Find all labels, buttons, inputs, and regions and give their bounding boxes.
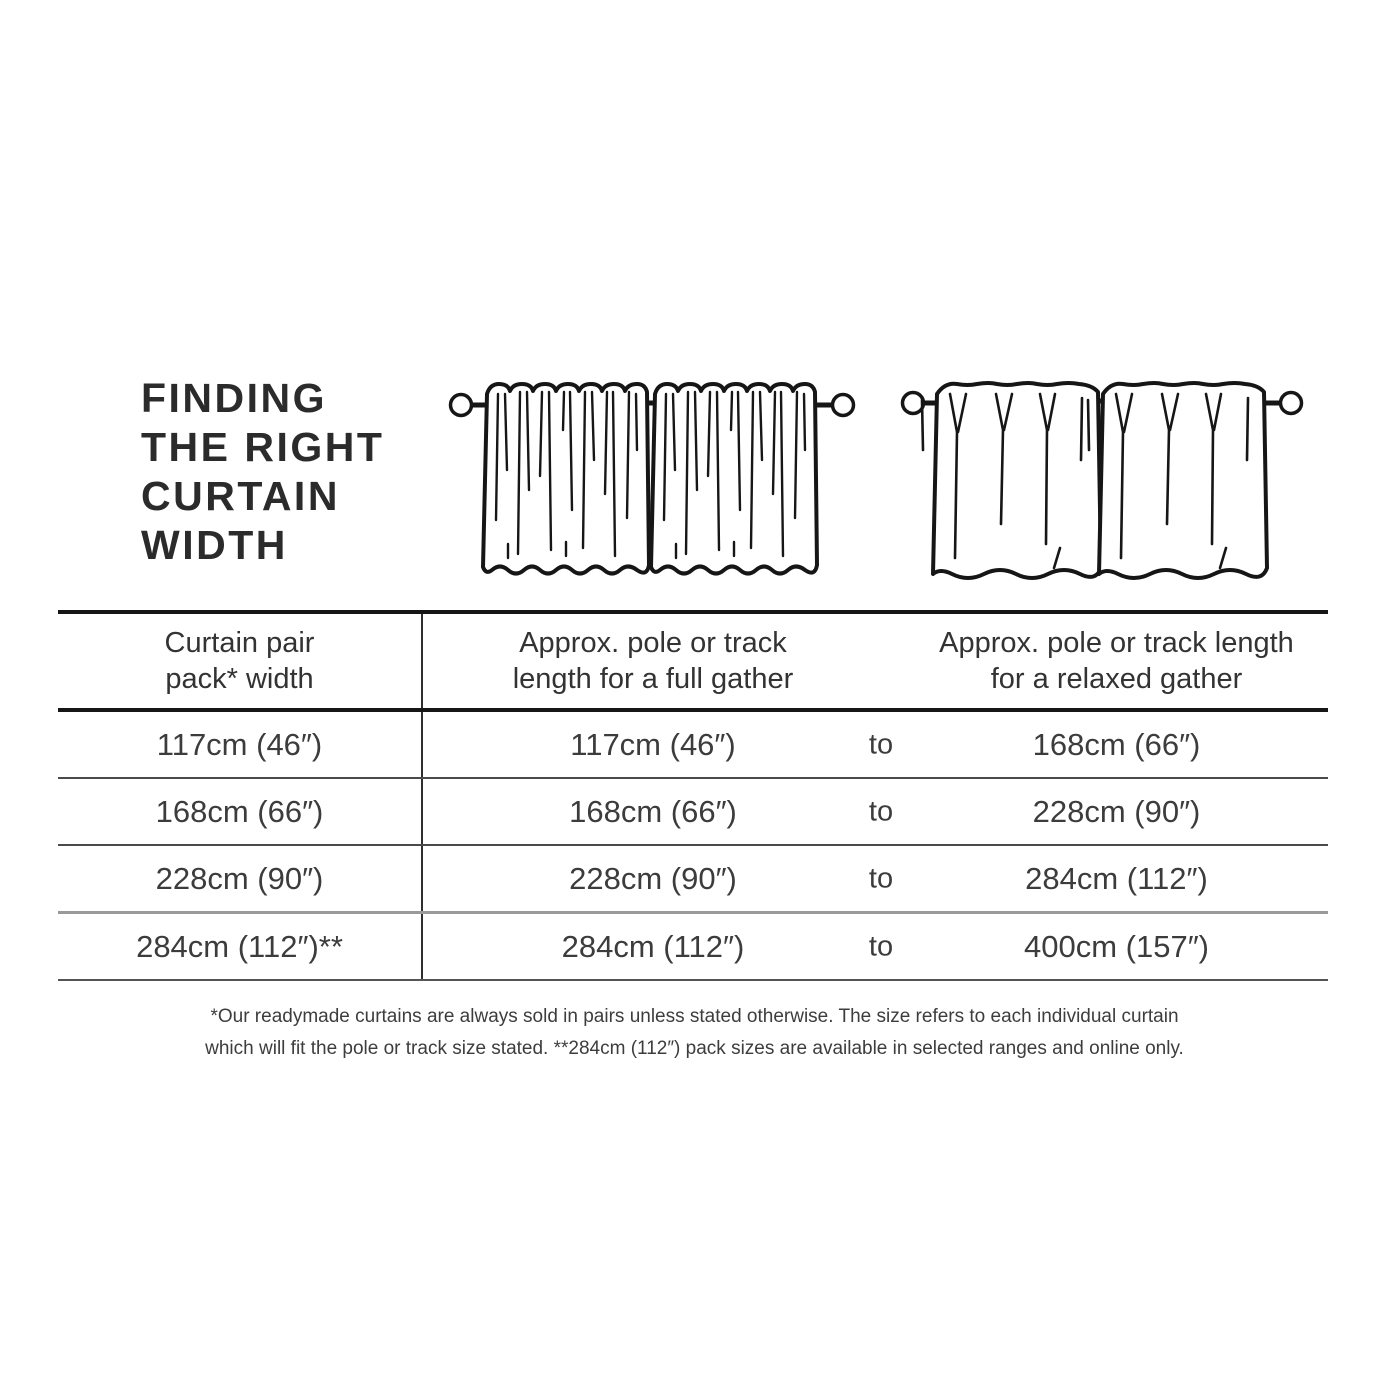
cell-relaxed-gather: 228cm (90″) — [1032, 793, 1201, 829]
page-title — [141, 374, 384, 570]
cell-to: to — [868, 930, 894, 962]
table-row — [58, 779, 1328, 846]
footnote — [100, 1001, 1290, 1065]
cell-pack-width: 228cm (90″) — [58, 846, 423, 911]
page-title-line-4: WIDTH — [141, 522, 288, 568]
relaxed-gather-curtain-illustration — [900, 372, 1304, 600]
cell-right-region — [423, 779, 1328, 844]
page-title-line-3: CURTAIN — [141, 473, 340, 519]
cell-pack-width: 168cm (66″) — [58, 779, 423, 844]
table-row — [58, 914, 1328, 981]
cell-full-gather: 284cm (112″) — [561, 928, 745, 964]
header-relaxed-gather: Approx. pole or track length for a relaxed gather — [939, 627, 1294, 695]
header-full-gather: Approx. pole or track length for a full gather — [512, 627, 794, 695]
cell-full-gather: 168cm (66″) — [569, 793, 737, 829]
cell-relaxed-gather: 284cm (112″) — [1025, 860, 1208, 896]
page-title-line-2: THE RIGHT — [141, 424, 385, 470]
full-gather-curtain-illustration — [448, 372, 856, 598]
curtain-size-table — [58, 610, 1328, 981]
cell-full-gather: 228cm (90″) — [569, 860, 737, 896]
cell-to: to — [868, 862, 894, 894]
cell-to: to — [868, 728, 894, 760]
header-right-region — [423, 614, 1328, 708]
cell-relaxed-gather: 168cm (66″) — [1032, 726, 1201, 762]
footnote-line-1: *Our readymade curtains are always sold in pairs unless stated otherwise. The size refers to each individual curtain — [210, 1006, 1179, 1027]
cell-pack-width: 284cm (112″)** — [58, 914, 423, 979]
table-header-row — [58, 614, 1328, 712]
cell-relaxed-gather: 400cm (157″) — [1023, 928, 1209, 964]
header-pack-width: Curtain pair pack* width — [58, 614, 423, 708]
page-title-line-1: FINDING — [141, 375, 328, 421]
cell-right-region — [423, 712, 1328, 777]
cell-right-region — [423, 914, 1328, 979]
cell-full-gather: 117cm (46″) — [570, 726, 736, 762]
cell-pack-width: 117cm (46″) — [58, 712, 423, 777]
table-row — [58, 846, 1328, 914]
footnote-line-2: which will fit the pole or track size stated. **284cm (112″) pack sizes are available in selected ranges and online only. — [205, 1038, 1184, 1059]
cell-to: to — [868, 795, 894, 827]
table-row — [58, 712, 1328, 779]
cell-right-region — [423, 846, 1328, 911]
